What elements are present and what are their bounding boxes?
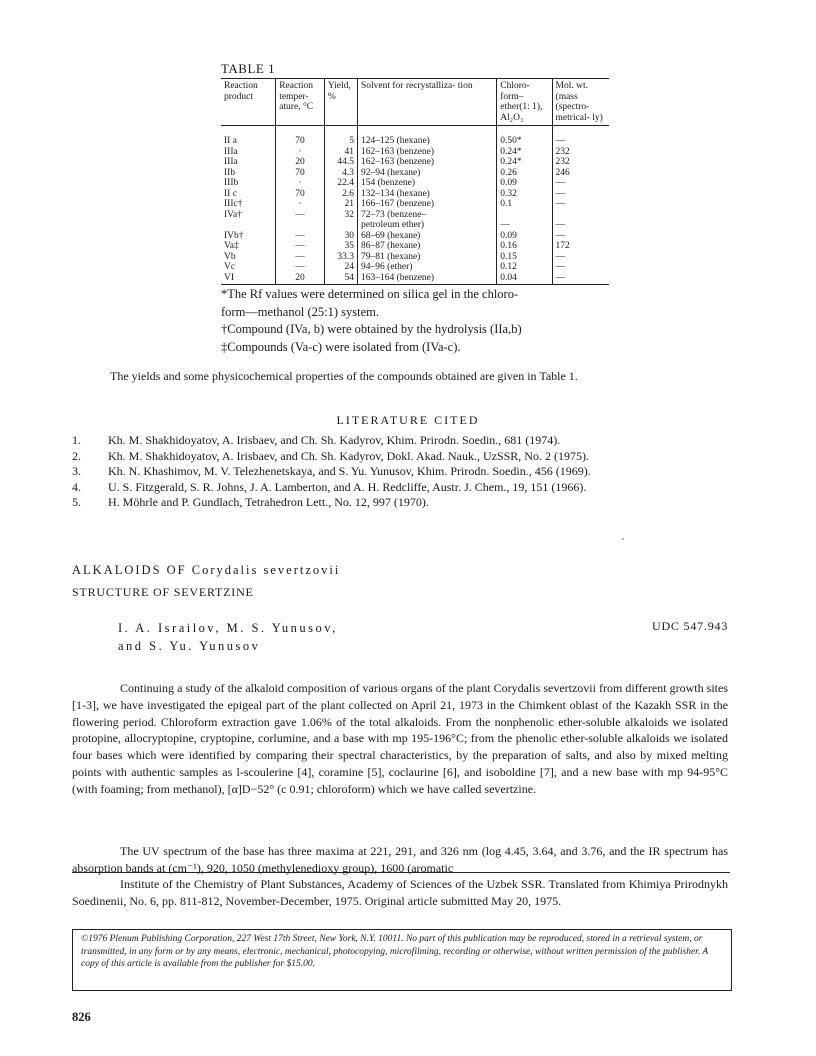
col-header-rf: Chloro- form– ether(1: 1), Al₂O₃	[497, 79, 552, 126]
table-cell: IIb	[224, 167, 236, 178]
table-cell: IIIb	[224, 178, 239, 188]
table-cell: 79–81 (hexane)	[357, 252, 496, 263]
table-cell: —	[276, 252, 325, 263]
table-cell: 0.50*	[497, 126, 552, 147]
reference-list	[72, 433, 752, 511]
table-row	[221, 210, 609, 221]
table-cell: —	[552, 273, 609, 285]
page-number: 826	[72, 1010, 91, 1024]
reference-item	[72, 449, 752, 465]
table-cell: —	[552, 199, 609, 210]
table-cell: 154 (benzene)	[357, 178, 496, 189]
reference-text: H. Möhrle and P. Gundlach, Tetrahedron Lett., No. 12, 997 (1970).	[108, 495, 429, 509]
table-cell: 72–73 (benzene–	[357, 210, 496, 221]
yields-paragraph: The yields and some physicochemical properties of the compounds obtained are given in Table 1.	[110, 369, 578, 383]
footnote-rf-cont: form—methanol (25:1) system.	[221, 304, 379, 319]
table-cell: 35	[324, 241, 357, 252]
table-cell: —	[552, 252, 609, 263]
table-cell: 172	[552, 241, 609, 252]
copyright-box	[72, 929, 732, 991]
table-cell: 232	[552, 147, 609, 158]
reference-number: 2.	[72, 448, 81, 463]
table-cell	[276, 220, 325, 231]
authors-line-1: I. A. Israilov, M. S. Yunusov,	[118, 621, 338, 635]
table-cell: 232	[552, 157, 609, 168]
reference-item	[72, 480, 752, 496]
table-cell: 41	[324, 147, 357, 158]
body-paragraph-1: Continuing a study of the alkaloid composition of various organs of the plant Corydalis severtzovii from different growth sites [1-3], we have investigated the epigeal part of the plant collected on April 21, 1973 in the Chimkent oblast of the Kazakh SSR in the flowering period. Chloroform extraction gave 1.06% of the total alkaloids. From the nonphenolic ether-soluble alkaloids we isolated protopine, allocryptopine, cryptopine, corlumine, and a base with mp 195-196°C; from the phenolic ether-soluble alkaloids we isolated four bases which were identified by comparing their spectral characteristics, by the preparation of salts, and also by mixed melting points with authentic samples as l-scoulerine [4], coramine [5], coclaurine [6], and isoboldine [7], and a new base with mp 94-95°C (with foaming; from methanol), [α]D−52° (c 0.91; chloroform) which we have called severtzine.	[72, 681, 728, 796]
table-cell: —	[276, 231, 325, 242]
table-row	[221, 262, 609, 273]
table-cell: 44.5	[324, 157, 357, 168]
table-row	[221, 168, 609, 179]
table-cell: 162–163 (benzene)	[357, 157, 496, 168]
reference-item	[72, 433, 752, 449]
table-cell: 0.24*	[497, 157, 552, 168]
table-cell: 22.4	[324, 178, 357, 189]
authors-line-2: and S. Yu. Yunusov	[118, 639, 261, 653]
article-subtitle: STRUCTURE OF SEVERTZINE	[72, 585, 254, 599]
footnote-rule	[72, 872, 730, 873]
table-cell: 21	[324, 199, 357, 210]
table-row	[221, 241, 609, 252]
table-cell: 0.09	[497, 178, 552, 189]
copyright-text: ©1976 Plenum Publishing Corporation, 227 West 17th Street, New York, N.Y. 10011. No part of this publication may be reproduced, stored in a retrieval system, or transmitted, in any form or by any means, electronic, mechanical, photocopying, microfilming, recording or otherwise, without written permission of the publisher. A copy of this article is available from the publisher for $15.00.	[81, 934, 709, 969]
table-cell: 166–167 (benzene)	[357, 199, 496, 210]
table-cell: 4.3	[324, 168, 357, 179]
table-cell: petroleum ether)	[357, 220, 496, 231]
col-header-solvent: Solvent for recrystalliza- tion	[357, 79, 496, 126]
table-footnotes	[221, 286, 641, 356]
article-title: ALKALOIDS OF Corydalis severtzovii	[72, 563, 341, 577]
table-cell	[552, 210, 609, 221]
table-row	[221, 273, 609, 285]
table-cell: Vc	[224, 262, 236, 272]
stray-mark	[622, 538, 624, 540]
reference-number: 5.	[72, 495, 81, 509]
table-header-row	[221, 79, 609, 126]
table-cell: ·	[276, 147, 325, 158]
table-cell: 0.09	[497, 231, 552, 242]
reference-text: Kh. M. Shakhidoyatov, A. Irisbaev, and Ch. Sh. Kadyrov, Dokl. Akad. Nauk., UzSSR, No. 2 (1975).	[108, 448, 589, 463]
table-cell: IVb†	[224, 230, 244, 241]
table-cell: —	[552, 126, 609, 147]
table-cell: 54	[324, 273, 357, 285]
table-cell: 246	[552, 168, 609, 179]
table-cell: II a	[224, 136, 237, 146]
table-cell: 94–96 (ether)	[357, 262, 496, 273]
table-cell: —	[276, 262, 325, 273]
table-cell: 32	[324, 210, 357, 221]
table-cell: 0.26	[497, 168, 552, 179]
table-cell: —	[552, 178, 609, 189]
table-cell: 0.15	[497, 252, 552, 263]
reference-number: 1.	[72, 433, 81, 447]
col-header-product: Reaction product	[221, 79, 276, 126]
table-cell: IIIa	[224, 146, 238, 157]
reference-number: 3.	[72, 464, 81, 478]
table-cell: 33.3	[324, 252, 357, 263]
table-cell: Vb	[224, 251, 236, 262]
table-cell: 30	[324, 231, 357, 242]
table-cell: 132–134 (hexane)	[357, 189, 496, 200]
table-cell	[324, 220, 357, 231]
table-cell: ·	[276, 178, 325, 189]
table-cell: 0.24*	[497, 147, 552, 158]
literature-heading: LITERATURE CITED	[336, 413, 480, 427]
table-cell: 20	[276, 157, 325, 168]
table-cell: 162–163 (benzene)	[357, 147, 496, 158]
table-cell: 163–164 (benzene)	[357, 273, 496, 285]
table-cell: IIIa	[224, 157, 238, 167]
table-cell: 124–125 (hexane)	[357, 126, 496, 147]
table-row	[221, 252, 609, 263]
table-title: TABLE 1	[221, 61, 276, 76]
table-cell: 2.6	[324, 189, 357, 200]
col-header-yield: Yield, %	[324, 79, 357, 126]
table-cell: 70	[276, 168, 325, 179]
col-header-temperature: Reaction temper- ature, °C	[276, 79, 325, 126]
affiliation-note: Institute of the Chemistry of Plant Substances, Academy of Sciences of the Uzbek SSR. Translated from Khimiya Prirodnykh Soedinenii, No. 6, pp. 811-812, November-December, 1975. Original article submitted May 20, 1975.	[72, 877, 728, 908]
table-row	[221, 231, 609, 242]
table-cell	[221, 220, 276, 231]
table-cell: —	[552, 220, 609, 231]
reference-text: Kh. M. Shakhidoyatov, A. Irisbaev, and Ch. Sh. Kadyrov, Khim. Prirodn. Soedin., 681 (1974).	[108, 433, 561, 447]
table-row	[221, 189, 609, 200]
table-cell: 0.12	[497, 262, 552, 273]
table-cell: 0.16	[497, 241, 552, 252]
reference-item	[72, 464, 752, 480]
table-row	[221, 220, 609, 231]
table-cell: 92–94 (hexane)	[357, 168, 496, 179]
table-cell: 68–69 (hexane)	[357, 231, 496, 242]
reference-number: 4.	[72, 479, 81, 494]
table-cell: VI	[221, 273, 276, 285]
footnote-rf: *The Rf values were determined on silica gel in the chloro-	[221, 287, 519, 301]
table-row	[221, 126, 609, 147]
table-cell: II c	[224, 188, 237, 199]
table-cell: Va‡	[224, 241, 239, 251]
data-table	[221, 78, 609, 285]
body-paragraph-2: The UV spectrum of the base has three maxima at 221, 291, and 326 nm (log 4.45, 3.64, and 3.76, and the IR spectrum has absorption bands at (cm⁻¹), 920, 1050 (methylenedioxy group), 1600 (aromatic	[72, 844, 728, 875]
table-cell: 5	[324, 126, 357, 147]
footnote-dagger: †Compound (IVa, b) were obtained by the hydrolysis (IIa,b)	[221, 322, 522, 336]
table-cell: —	[552, 231, 609, 242]
table-row	[221, 147, 609, 158]
reference-item	[72, 495, 752, 511]
reference-text: U. S. Fitzgerald, S. R. Johns, J. A. Lamberton, and A. H. Redcliffe, Austr. J. Chem., 19, 151 (1966).	[108, 479, 587, 494]
table-cell	[497, 210, 552, 221]
table-row	[221, 199, 609, 210]
table-cell: 0.04	[497, 273, 552, 285]
col-header-molwt: Mol. wt. (mass (spectro- metrical- ly)	[552, 79, 609, 126]
table-cell: —	[497, 220, 552, 231]
authors	[118, 619, 338, 655]
table-row	[221, 178, 609, 189]
table-cell: —	[276, 241, 325, 252]
table-cell: IVa†	[224, 209, 242, 220]
table-row	[221, 157, 609, 168]
table-cell: IIIc†	[224, 199, 243, 209]
table-cell: 70	[276, 189, 325, 200]
table-cell: 0.1	[497, 199, 552, 210]
table-cell: 24	[324, 262, 357, 273]
reference-text: Kh. N. Khashimov, M. V. Telezhenetskaya, and S. Yu. Yunusov, Khim. Prirodn. Soedin., 456 (1969).	[108, 464, 591, 478]
table-cell: —	[276, 210, 325, 221]
table-cell: —	[552, 189, 609, 200]
table-cell: 0.32	[497, 189, 552, 200]
udc-code: UDC 547.943	[652, 619, 729, 633]
table-cell: ·	[276, 199, 325, 210]
table-cell: —	[552, 262, 609, 273]
table-cell: 70	[276, 126, 325, 147]
footnote-double-dagger: ‡Compounds (Va-c) were isolated from (IVa-c).	[221, 339, 461, 354]
table-cell: 86–87 (hexane)	[357, 241, 496, 252]
table-cell: 20	[276, 273, 325, 285]
